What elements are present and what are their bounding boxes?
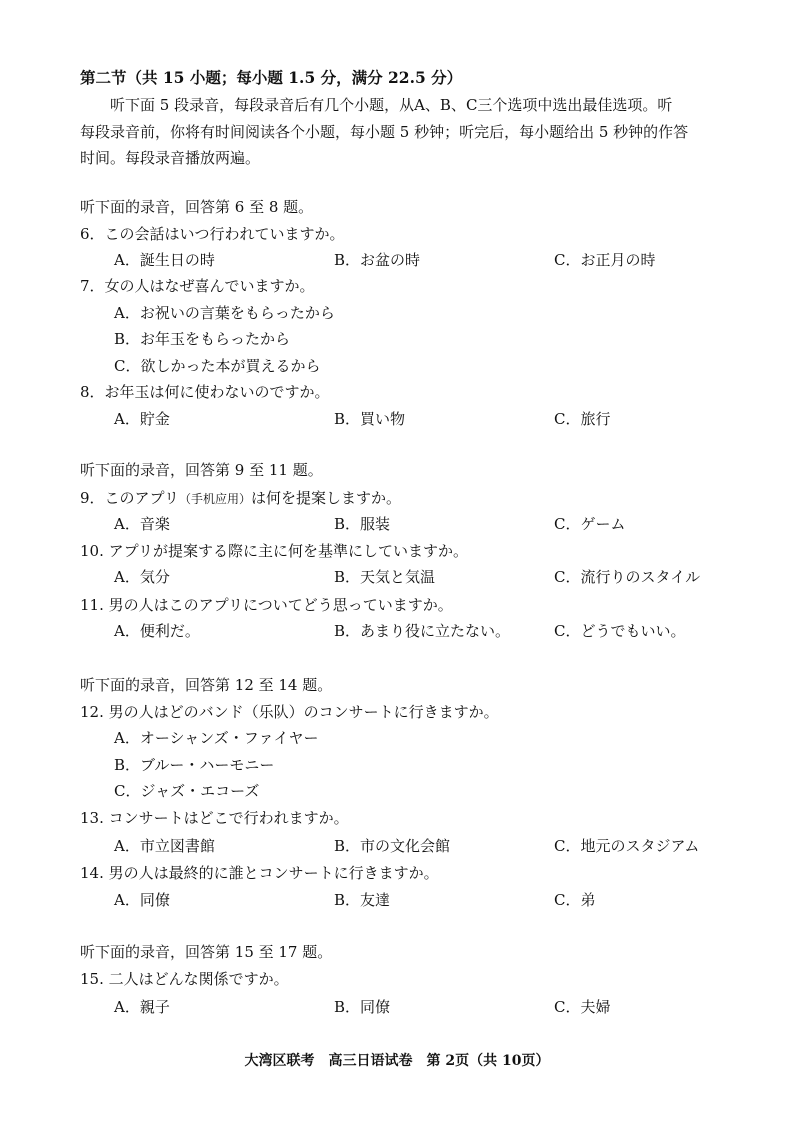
- question-6: [80, 223, 345, 244]
- q11-option-c: C．どうでもいい。: [554, 622, 686, 640]
- q8-option-a: A．貯金: [114, 410, 170, 428]
- question-8: [80, 381, 330, 402]
- q14-option-a: A．同僚: [114, 891, 170, 909]
- q15-option-b: B．同僚: [334, 998, 391, 1016]
- question-14: [80, 862, 439, 883]
- q12-option-c: C．ジャズ・エコーズ: [114, 782, 260, 800]
- question-15: [80, 968, 289, 989]
- question-number: 12.: [80, 703, 104, 721]
- group-heading-3: 听下面的录音，回答第 12 至 14 题。: [80, 676, 333, 694]
- q6-option-c: C．お正月の時: [554, 251, 656, 269]
- question-13: [80, 807, 349, 828]
- question-number: 15.: [80, 970, 104, 988]
- q6-option-a: A．誕生日の時: [114, 251, 215, 269]
- q7-option-c: C．欲しかった本が買えるから: [114, 357, 321, 375]
- q9-option-b: B．服装: [334, 515, 391, 533]
- question-text: 男の人はこのアプリについてどう思っていますか。: [108, 596, 453, 614]
- group-heading-2: 听下面的录音，回答第 9 至 11 题。: [80, 461, 323, 479]
- q11-option-b: B．あまり役に立たない。: [334, 622, 511, 640]
- question-text: 二人はどんな関係ですか。: [108, 970, 289, 988]
- q8-option-b: B．買い物: [334, 410, 406, 428]
- q12-option-b: B．ブルー・ハーモニー: [114, 756, 275, 774]
- instructions-line-1: 听下面 5 段录音，每段录音后有几个小题，从A、B、C三个选项中选出最佳选项。听: [80, 96, 673, 114]
- q11-option-a: A．便利だ。: [114, 622, 200, 640]
- group-heading-1: 听下面的录音，回答第 6 至 8 题。: [80, 198, 314, 216]
- question-text: 女の人はなぜ喜んでいますか。: [104, 277, 315, 295]
- question-number: 13.: [80, 809, 104, 827]
- q7-option-b: B．お年玉をもらったから: [114, 330, 291, 348]
- page-footer: 大湾区联考 高三日语试卷 第 2页（共 10页）: [244, 1053, 550, 1069]
- question-number: 10.: [80, 542, 104, 560]
- q9-option-c: C．ゲーム: [554, 515, 626, 533]
- q14-option-b: B．友達: [334, 891, 391, 909]
- q6-option-b: B．お盆の時: [334, 251, 421, 269]
- question-number: 14.: [80, 864, 104, 882]
- question-number: 8．: [80, 383, 105, 401]
- question-12: [80, 701, 499, 722]
- question-text: コンサートはどこで行われますか。: [108, 809, 349, 827]
- question-gloss: （手机应用）: [178, 492, 251, 506]
- q13-option-c: C．地元のスタジアム: [554, 837, 700, 855]
- q13-option-a: A．市立図書館: [114, 837, 215, 855]
- question-number: 7．: [80, 277, 105, 295]
- q9-option-a: A．音楽: [114, 515, 170, 533]
- question-text: 男の人は最終的に誰とコンサートに行きますか。: [108, 864, 439, 882]
- question-text: 男の人はどのバンド（乐队）のコンサートに行きますか。: [108, 703, 499, 721]
- q10-option-c: C．流行りのスタイル: [554, 568, 701, 586]
- q8-option-c: C．旅行: [554, 410, 611, 428]
- q14-option-c: C．弟: [554, 891, 596, 909]
- question-9: [80, 487, 401, 508]
- question-text: このアプリ: [104, 489, 179, 507]
- q15-option-a: A．親子: [114, 998, 170, 1016]
- q12-option-a: A．オーシャンズ・ファイヤー: [114, 729, 319, 747]
- instructions-line-2: 每段录音前，你将有时间阅读各个小题，每小题 5 秒钟；听完后，每小题给出 5 秒钟的作答: [80, 123, 689, 141]
- section-title: 第二节（共 15 小题；每小题 1.5 分，满分 22.5 分）: [80, 68, 463, 87]
- q10-option-b: B．天気と気温: [334, 568, 436, 586]
- question-text-end: は何を提案しますか。: [250, 489, 401, 507]
- question-10: [80, 540, 468, 561]
- question-11: [80, 594, 453, 615]
- q13-option-b: B．市の文化会館: [334, 837, 451, 855]
- question-number: 9．: [80, 489, 105, 507]
- q15-option-c: C．夫婦: [554, 998, 611, 1016]
- group-heading-4: 听下面的录音，回答第 15 至 17 题。: [80, 943, 333, 961]
- instructions-line-3: 时间。每段录音播放两遍。: [80, 149, 261, 167]
- question-text: この会話はいつ行われていますか。: [104, 225, 345, 243]
- q10-option-a: A．気分: [114, 568, 170, 586]
- question-7: [80, 275, 315, 296]
- q7-option-a: A．お祝いの言葉をもらったから: [114, 304, 335, 322]
- question-number: 6．: [80, 225, 105, 243]
- question-number: 11.: [80, 596, 104, 614]
- question-text: お年玉は何に使わないのですか。: [104, 383, 330, 401]
- question-text: アプリが提案する際に主に何を基準にしていますか。: [108, 542, 469, 560]
